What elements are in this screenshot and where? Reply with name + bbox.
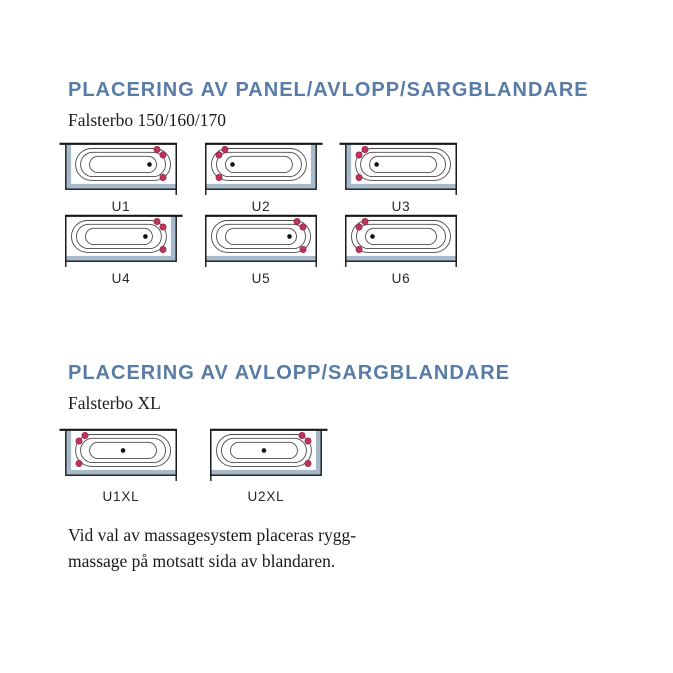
tub-label: U3 (391, 199, 411, 214)
section2-title: PLACERING AV AVLOPP/SARGBLANDARE (68, 362, 511, 384)
tub-drawing (338, 136, 464, 198)
footnote-line2: massage på motsatt sida av blandaren. (68, 551, 336, 571)
tub-diagram-u2xl (203, 422, 329, 504)
tub-diagram-u3 (338, 136, 464, 214)
tub-drawing (58, 136, 184, 198)
tub-diagram-u2 (198, 136, 324, 214)
tub-diagram-u5 (198, 208, 324, 286)
tub-drawing (338, 208, 464, 270)
tub-diagram-u1xl (58, 422, 184, 504)
tub-drawing (198, 208, 324, 270)
section1-title: PLACERING AV PANEL/AVLOPP/SARGBLANDARE (68, 79, 589, 101)
tub-drawing (198, 136, 324, 198)
tub-diagram-u6 (338, 208, 464, 286)
tub-label: U1XL (102, 489, 140, 504)
tub-label: U5 (251, 271, 271, 286)
tub-label: U4 (111, 271, 131, 286)
tub-diagram-u4 (58, 208, 184, 286)
section1-subtitle: Falsterbo 150/160/170 (68, 110, 226, 130)
tub-label: U2XL (247, 489, 285, 504)
footnote-line1: Vid val av massagesystem placeras rygg- (68, 525, 357, 545)
massage-footnote (68, 522, 356, 574)
tub-drawing (203, 422, 329, 484)
tub-label: U1 (111, 199, 131, 214)
tub-label: U2 (251, 199, 271, 214)
tub-drawing (58, 208, 184, 270)
tub-drawing (58, 422, 184, 484)
tub-diagram-u1 (58, 136, 184, 214)
section2-subtitle: Falsterbo XL (68, 393, 161, 413)
tub-label: U6 (391, 271, 411, 286)
